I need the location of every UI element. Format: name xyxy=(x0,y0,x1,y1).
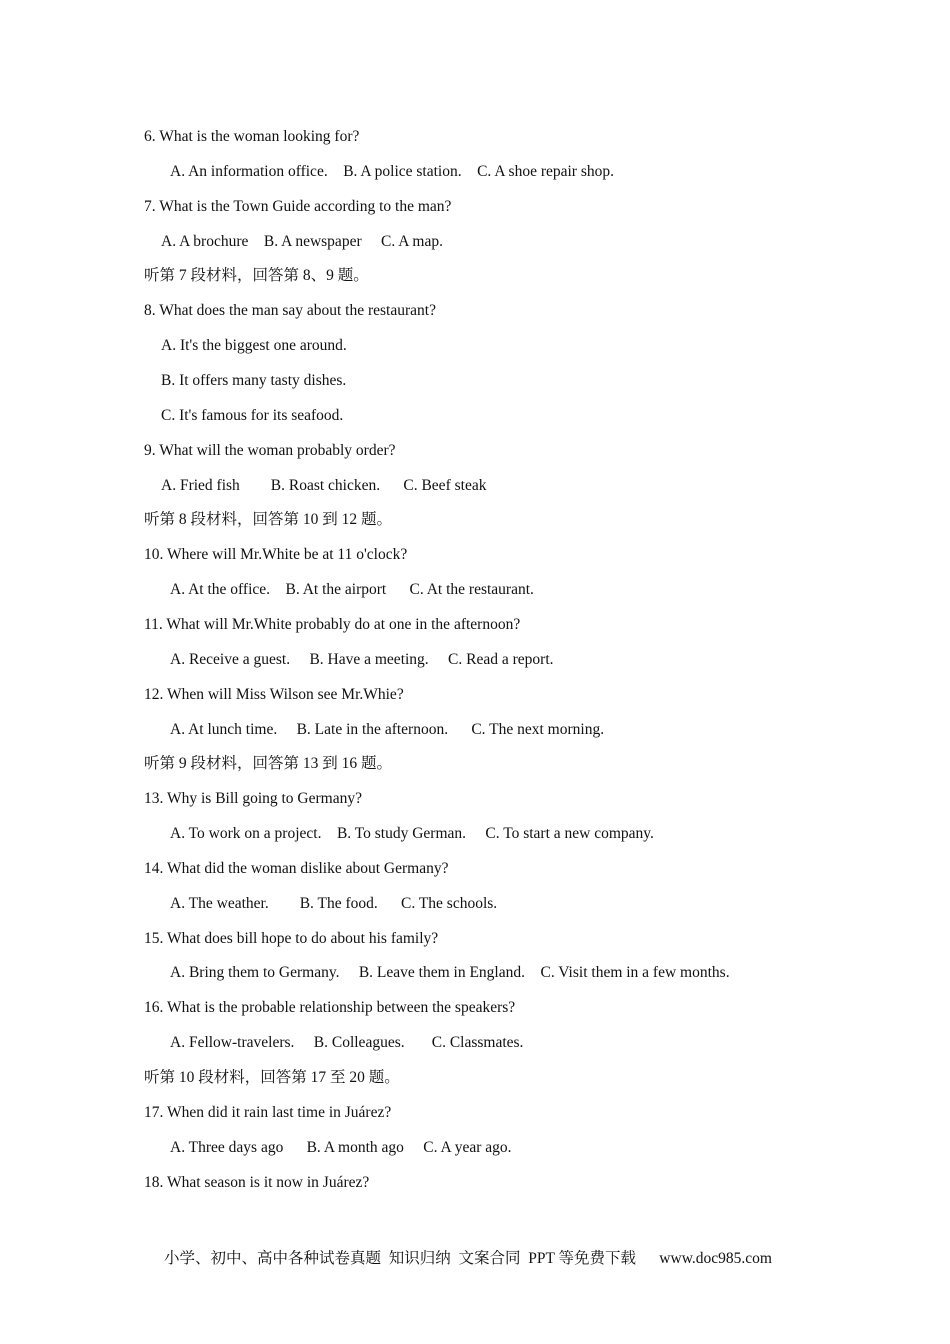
question-17: 17. When did it rain last time in Juárez? xyxy=(144,1103,392,1121)
options-11: A. Receive a guest. B. Have a meeting. C. Read a report. xyxy=(170,650,554,668)
question-13: 13. Why is Bill going to Germany? xyxy=(144,790,362,808)
question-18: 18. What season is it now in Juárez? xyxy=(144,1173,370,1191)
options-13: A. To work on a project. B. To study German. C. To start a new company. xyxy=(170,825,654,842)
question-16: 16. What is the probable relationship between the speakers? xyxy=(144,999,516,1017)
section-header-10: 听第 10 段材料，回答第 17 至 20 题。 xyxy=(144,1069,400,1086)
options-6: A. An information office. B. A police station. C. A shoe repair shop. xyxy=(170,162,614,180)
options-10: A. At the office. B. At the airport C. At the restaurant. xyxy=(170,581,534,598)
question-7: 7. What is the Town Guide according to the man? xyxy=(144,197,452,215)
question-8: 8. What does the man say about the restaurant? xyxy=(144,302,436,320)
option-8a: A. It's the biggest one around. xyxy=(161,337,347,355)
page-footer: 小学、初中、高中各种试卷真题 知识归纳 文案合同 PPT 等免费下载 www.doc985.com xyxy=(164,1250,772,1267)
question-9: 9. What will the woman probably order? xyxy=(144,441,396,459)
question-11: 11. What will Mr.White probably do at one in the afternoon? xyxy=(144,615,521,633)
section-header-7: 听第 7 段材料，回答第 8、9 题。 xyxy=(144,267,369,285)
question-6: 6. What is the woman looking for? xyxy=(144,128,360,145)
question-15: 15. What does bill hope to do about his family? xyxy=(144,929,439,947)
question-12: 12. When will Miss Wilson see Mr.Whie? xyxy=(144,685,404,703)
options-17: A. Three days ago B. A month ago C. A year ago. xyxy=(170,1138,512,1156)
options-16: A. Fellow-travelers. B. Colleagues. C. Classmates. xyxy=(170,1034,524,1052)
options-15: A. Bring them to Germany. B. Leave them in England. C. Visit them in a few months. xyxy=(170,964,730,982)
option-8c: C. It's famous for its seafood. xyxy=(161,406,344,424)
section-header-9: 听第 9 段材料，回答第 13 到 16 题。 xyxy=(144,755,393,773)
question-10: 10. Where will Mr.White be at 11 o'clock? xyxy=(144,546,408,564)
section-header-8: 听第 8 段材料，回答第 10 到 12 题。 xyxy=(144,511,393,529)
options-12: A. At lunch time. B. Late in the afternoon. C. The next morning. xyxy=(170,720,605,738)
options-7: A. A brochure B. A newspaper C. A map. xyxy=(161,232,443,250)
options-9: A. Fried fish B. Roast chicken. C. Beef steak xyxy=(161,476,487,494)
option-8b: B. It offers many tasty dishes. xyxy=(161,372,347,389)
question-14: 14. What did the woman dislike about Germany? xyxy=(144,859,449,877)
options-14: A. The weather. B. The food. C. The schools. xyxy=(170,894,498,912)
